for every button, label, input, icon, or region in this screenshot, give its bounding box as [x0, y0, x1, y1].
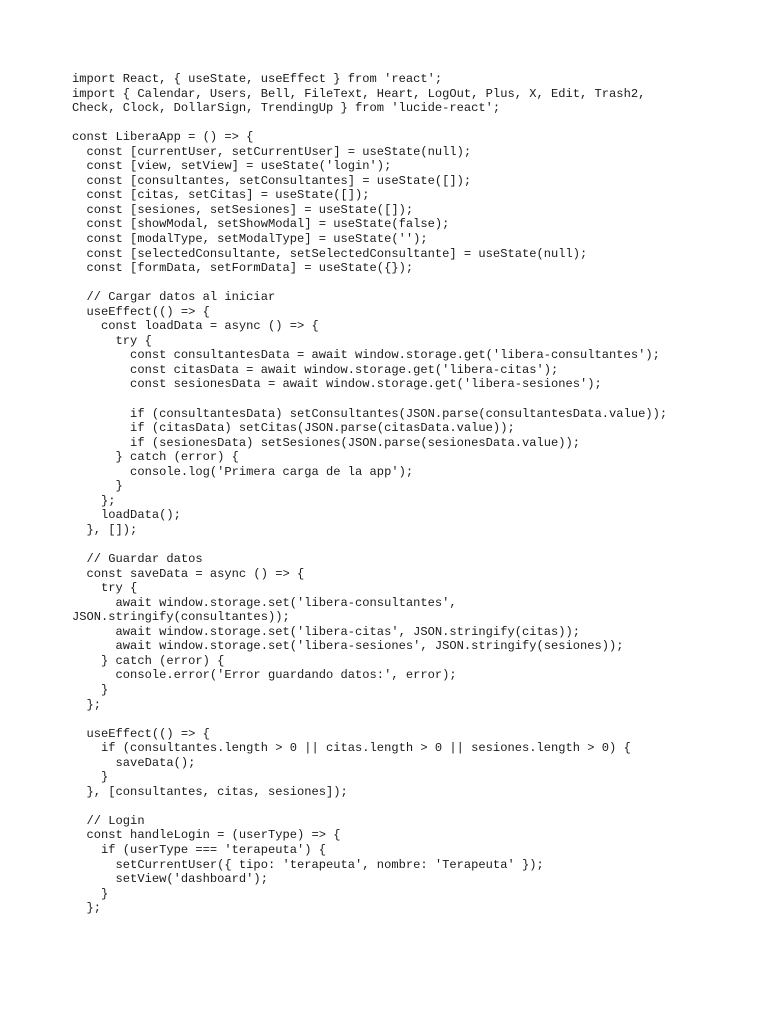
code-line: setView('dashboard');: [72, 872, 268, 887]
code-line: [72, 799, 732, 814]
code-line: [72, 392, 732, 407]
code-line: };: [72, 901, 102, 916]
code-line: await window.storage.set('libera-sesiones', JSON.stringify(sesiones));: [72, 639, 624, 654]
code-line: };: [72, 493, 116, 508]
code-line: }: [72, 770, 109, 785]
code-line: // Guardar datos: [72, 552, 203, 567]
code-line: const [currentUser, setCurrentUser] = useState(null);: [72, 144, 472, 159]
code-line: const [showModal, setShowModal] = useState(false);: [72, 217, 450, 232]
code-line: const [consultantes, setConsultantes] = useState([]);: [72, 173, 472, 188]
code-line: const [selectedConsultante, setSelectedConsultante] = useState(null);: [72, 246, 588, 261]
code-line: await window.storage.set('libera-citas', JSON.stringify(citas));: [72, 624, 581, 639]
code-line: const handleLogin = (userType) => {: [72, 828, 341, 843]
code-line: const [sesiones, setSesiones] = useState([]);: [72, 202, 414, 217]
code-line: const [view, setView] = useState('login');: [72, 159, 392, 174]
code-line: };: [72, 697, 102, 712]
code-line: loadData();: [72, 508, 181, 523]
code-line: } catch (error) {: [72, 450, 239, 465]
code-line: }, []);: [72, 522, 138, 537]
code-line: if (consultantesData) setConsultantes(JSON.parse(consultantesData.value));: [72, 406, 668, 421]
code-line: try {: [72, 333, 152, 348]
code-line: } catch (error) {: [72, 653, 225, 668]
code-line: [72, 538, 732, 553]
code-line: if (sesionesData) setSesiones(JSON.parse(sesionesData.value));: [72, 435, 581, 450]
code-line: [72, 712, 732, 727]
code-line: import React, { useState, useEffect } from 'react';: [72, 72, 443, 86]
code-line: [72, 116, 732, 131]
code-line: [72, 276, 732, 291]
code-line: const [formData, setFormData] = useState({});: [72, 261, 414, 276]
code-line: const [modalType, setModalType] = useState('');: [72, 232, 428, 247]
code-line: const LiberaApp = () => {: [72, 130, 254, 145]
code-line: const sesionesData = await window.storage.get('libera-sesiones');: [72, 377, 602, 392]
code-line: }: [72, 682, 109, 697]
code-line: const loadData = async () => {: [72, 319, 319, 334]
code-line: useEffect(() => {: [72, 304, 210, 319]
code-line: }: [72, 886, 109, 901]
code-line: useEffect(() => {: [72, 726, 210, 741]
code-line: // Login: [72, 813, 145, 828]
code-line: if (consultantes.length > 0 || citas.length > 0 || sesiones.length > 0) {: [72, 741, 631, 756]
code-line: const consultantesData = await window.storage.get('libera-consultantes');: [72, 348, 660, 363]
code-line: console.log('Primera carga de la app');: [72, 464, 414, 479]
code-line: const saveData = async () => {: [72, 566, 305, 581]
code-line: setCurrentUser({ tipo: 'terapeuta', nombre: 'Terapeuta' });: [72, 857, 544, 872]
code-line: Check, Clock, DollarSign, TrendingUp } from 'lucide-react';: [72, 101, 501, 116]
code-line: if (userType === 'terapeuta') {: [72, 842, 327, 857]
code-line: import { Calendar, Users, Bell, FileText, Heart, LogOut, Plus, X, Edit, Trash2,: [72, 86, 646, 101]
code-listing: [72, 72, 732, 916]
code-line: JSON.stringify(consultantes));: [72, 610, 290, 625]
code-line: }: [72, 479, 123, 494]
code-line: const [citas, setCitas] = useState([]);: [72, 188, 370, 203]
code-line: // Cargar datos al iniciar: [72, 290, 276, 305]
code-line: if (citasData) setCitas(JSON.parse(citasData.value));: [72, 421, 515, 436]
code-line: }, [consultantes, citas, sesiones]);: [72, 784, 348, 799]
code-line: const citasData = await window.storage.get('libera-citas');: [72, 362, 559, 377]
code-line: console.error('Error guardando datos:', error);: [72, 668, 457, 683]
code-line: await window.storage.set('libera-consultantes',: [72, 595, 457, 610]
code-line: saveData();: [72, 755, 196, 770]
code-line: try {: [72, 581, 138, 596]
